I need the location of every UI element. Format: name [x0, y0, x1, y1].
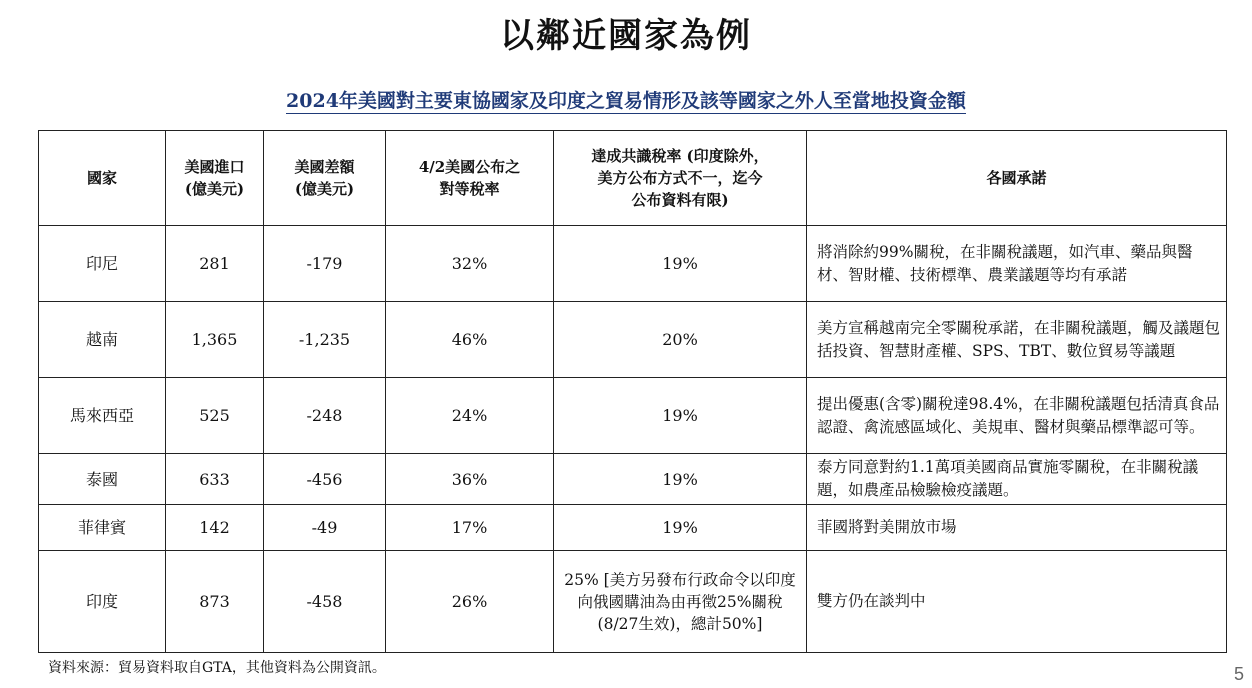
cell-balance: -1,235: [264, 302, 386, 378]
cell-reciprocal-rate: 36%: [386, 454, 554, 505]
header-commitment: [807, 131, 1227, 226]
cell-balance: -456: [264, 454, 386, 505]
cell-imports: 142: [166, 505, 264, 551]
header-commitment-text: 各國承諾: [986, 169, 1047, 187]
header-reciprocal-rate-text: 4/2美國公布之 對等稅率: [418, 158, 521, 198]
cell-country: 越南: [39, 302, 166, 378]
cell-balance: -458: [264, 551, 386, 653]
cell-agreed-rate: 19%: [554, 226, 807, 302]
cell-balance: -49: [264, 505, 386, 551]
header-balance: [264, 131, 386, 226]
cell-commitment: 提出優惠(含零)關稅達98.4%，在非關稅議題包括清真食品認證、禽流感區域化、美規車、醫材與藥品標準認可等。: [807, 378, 1227, 454]
cell-agreed-rate: 20%: [554, 302, 807, 378]
header-country: [39, 131, 166, 226]
table-header-row: [39, 131, 1227, 226]
cell-country: 馬來西亞: [39, 378, 166, 454]
cell-commitment: 將消除約99%關稅，在非關稅議題，如汽車、藥品與醫材、智財權、技術標準、農業議題等均有承諾: [807, 226, 1227, 302]
header-agreed-rate: [554, 131, 807, 226]
table-subtitle: [0, 88, 1252, 114]
cell-reciprocal-rate: 17%: [386, 505, 554, 551]
cell-agreed-rate: 25% [美方另發布行政命令以印度向俄國購油為由再徵25%關稅 (8/27生效)，總計50%]: [554, 551, 807, 653]
header-imports-text: 美國進口 (億美元): [184, 158, 245, 198]
table-row: [39, 226, 1227, 302]
cell-commitment: 泰方同意對約1.1萬項美國商品實施零關稅，在非關稅議題，如農產品檢驗檢疫議題。: [807, 454, 1227, 505]
cell-agreed-rate: 19%: [554, 454, 807, 505]
table-subtitle-text: 2024年美國對主要東協國家及印度之貿易情形及該等國家之外人至當地投資金額: [286, 90, 966, 112]
cell-country: 菲律賓: [39, 505, 166, 551]
header-reciprocal-rate: [386, 131, 554, 226]
table-row: [39, 505, 1227, 551]
cell-reciprocal-rate: 32%: [386, 226, 554, 302]
table-row: [39, 551, 1227, 653]
cell-agreed-rate: 19%: [554, 505, 807, 551]
header-balance-text: 美國差額 (億美元): [294, 158, 355, 198]
trade-table: [38, 130, 1227, 653]
header-imports: [166, 131, 264, 226]
cell-imports: 525: [166, 378, 264, 454]
cell-commitment: 雙方仍在談判中: [807, 551, 1227, 653]
cell-reciprocal-rate: 24%: [386, 378, 554, 454]
page-number: 5: [1233, 664, 1244, 684]
page-title: 以鄰近國家為例: [500, 16, 752, 56]
cell-reciprocal-rate: 26%: [386, 551, 554, 653]
cell-commitment: 菲國將對美開放市場: [807, 505, 1227, 551]
cell-balance: -179: [264, 226, 386, 302]
cell-agreed-rate: 19%: [554, 378, 807, 454]
cell-imports: 633: [166, 454, 264, 505]
table-row: [39, 302, 1227, 378]
header-agreed-rate-text: 達成共識稅率 (印度除外， 美方公布方式不一，迄今 公布資料有限): [591, 147, 769, 209]
cell-country: 印尼: [39, 226, 166, 302]
header-country-text: 國家: [86, 169, 117, 187]
cell-imports: 1,365: [166, 302, 264, 378]
cell-balance: -248: [264, 378, 386, 454]
cell-country: 泰國: [39, 454, 166, 505]
cell-commitment: 美方宣稱越南完全零關稅承諾，在非關稅議題，觸及議題包括投資、智慧財產權、SPS、TBT、數位貿易等議題: [807, 302, 1227, 378]
cell-country: 印度: [39, 551, 166, 653]
cell-imports: 281: [166, 226, 264, 302]
source-note: 資料來源：貿易資料取自GTA，其他資料為公開資訊。: [48, 660, 386, 676]
cell-imports: 873: [166, 551, 264, 653]
table-row: [39, 454, 1227, 505]
cell-reciprocal-rate: 46%: [386, 302, 554, 378]
table-row: [39, 378, 1227, 454]
